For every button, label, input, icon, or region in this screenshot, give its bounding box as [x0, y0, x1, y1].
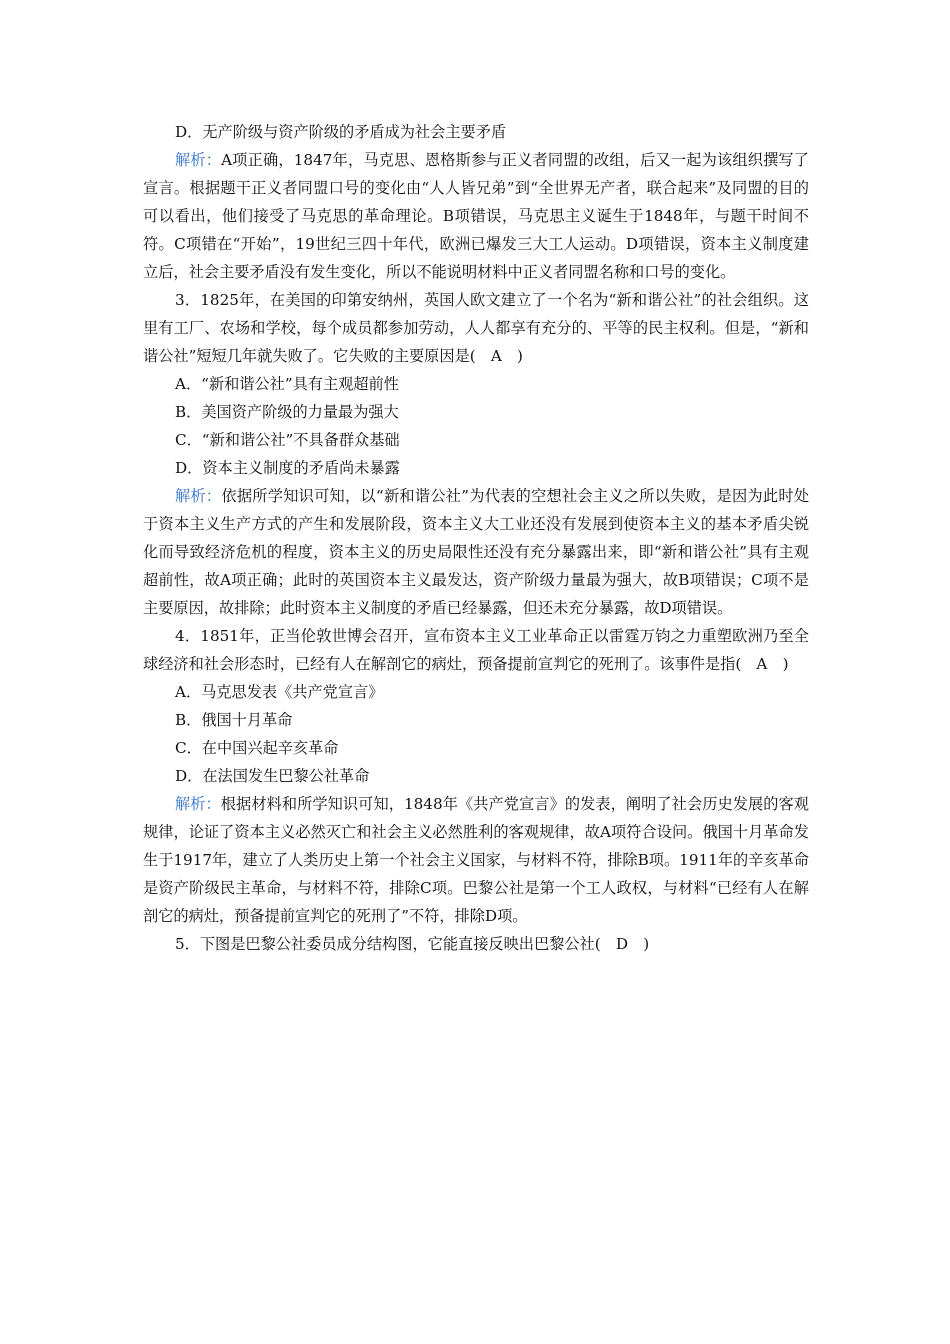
analysis-text: 根据材料和所学知识可知，1848年《共产党宣言》的发表，阐明了社会历史发展的客观规律，论证了资本主义必然灭亡和社会主义必然胜利的客观规律，故A项符合设问。俄国十月革命发生于1917年，建立了人类历史上第一个社会主义国家，与材料不符，排除B项。1911年的辛亥革命是资产阶级民主革命，与材料不符，排除C项。巴黎公社是第一个工人政权，与材料“已经有人在解剖它的病灶，预备提前宣判它的死刑了”不符，排除D项。: [143, 795, 809, 925]
analysis-2: [143, 146, 809, 286]
analysis-text: 依据所学知识可知，以“新和谐公社”为代表的空想社会主义之所以失败，是因为此时处于资本主义生产方式的产生和发展阶段，资本主义大工业还没有发展到使资本主义的基本矛盾尖锐化而导致经济危机的程度，资本主义的历史局限性还没有充分暴露出来，即“新和谐公社”具有主观超前性，故A项正确；此时的英国资本主义最发达，资产阶级力量最为强大，故B项错误；C项不是主要原因，故排除；此时资本主义制度的矛盾已经暴露，但还未充分暴露，故D项错误。: [143, 487, 810, 617]
analysis-text: A项正确，1847年，马克思、恩格斯参与正义者同盟的改组，后又一起为该组织撰写了宣言。根据题干正义者同盟口号的变化由“人人皆兄弟”到“全世界无产者，联合起来”及同盟的目的可以看出，他们接受了马克思的革命理论。B项错误，马克思主义诞生于1848年，与题干时间不符。C项错在“开始”，19世纪三四十年代，欧洲已爆发三大工人运动。D项错误，资本主义制度建立后，社会主要矛盾没有发生变化，所以不能说明材料中正义者同盟名称和口号的变化。: [143, 151, 809, 281]
option-4a: A．马克思发表《共产党宣言》: [175, 683, 384, 701]
option-3b: B．美国资产阶级的力量最为强大: [175, 403, 399, 421]
analysis-4: [143, 790, 809, 930]
option-3a: A．“新和谐公社”具有主观超前性: [175, 375, 399, 393]
analysis-3: [143, 482, 809, 622]
option-4b: B．俄国十月革命: [175, 711, 293, 729]
option-3c: C．“新和谐公社”不具备群众基础: [175, 431, 400, 449]
option-3d: D．资本主义制度的矛盾尚未暴露: [175, 459, 400, 477]
option-4c: C．在中国兴起辛亥革命: [175, 739, 339, 757]
analysis-label: 解析：: [175, 487, 222, 505]
analysis-label: 解析：: [175, 795, 221, 813]
option-4d: D．在法国发生巴黎公社革命: [175, 767, 370, 785]
question-3: 3．1825年，在美国的印第安纳州，英国人欧文建立了一个名为“新和谐公社”的社会组织。这里有工厂、农场和学校，每个成员都参加劳动，人人都享有充分的、平等的民主权利。但是，“新和谐公社”短短几年就失败了。它失败的主要原因是( A ): [143, 291, 809, 365]
analysis-label: 解析：: [175, 151, 222, 169]
document-body: [143, 118, 809, 958]
option-2d: D．无产阶级与资产阶级的矛盾成为社会主要矛盾: [175, 123, 507, 141]
question-4: 4．1851年，正当伦敦世博会召开，宣布资本主义工业革命正以雷霆万钧之力重塑欧洲乃至全球经济和社会形态时，已经有人在解剖它的病灶，预备提前宣判它的死刑了。该事件是指( A ): [143, 627, 809, 673]
question-5: 5．下图是巴黎公社委员成分结构图，它能直接反映出巴黎公社( D ): [175, 935, 650, 953]
